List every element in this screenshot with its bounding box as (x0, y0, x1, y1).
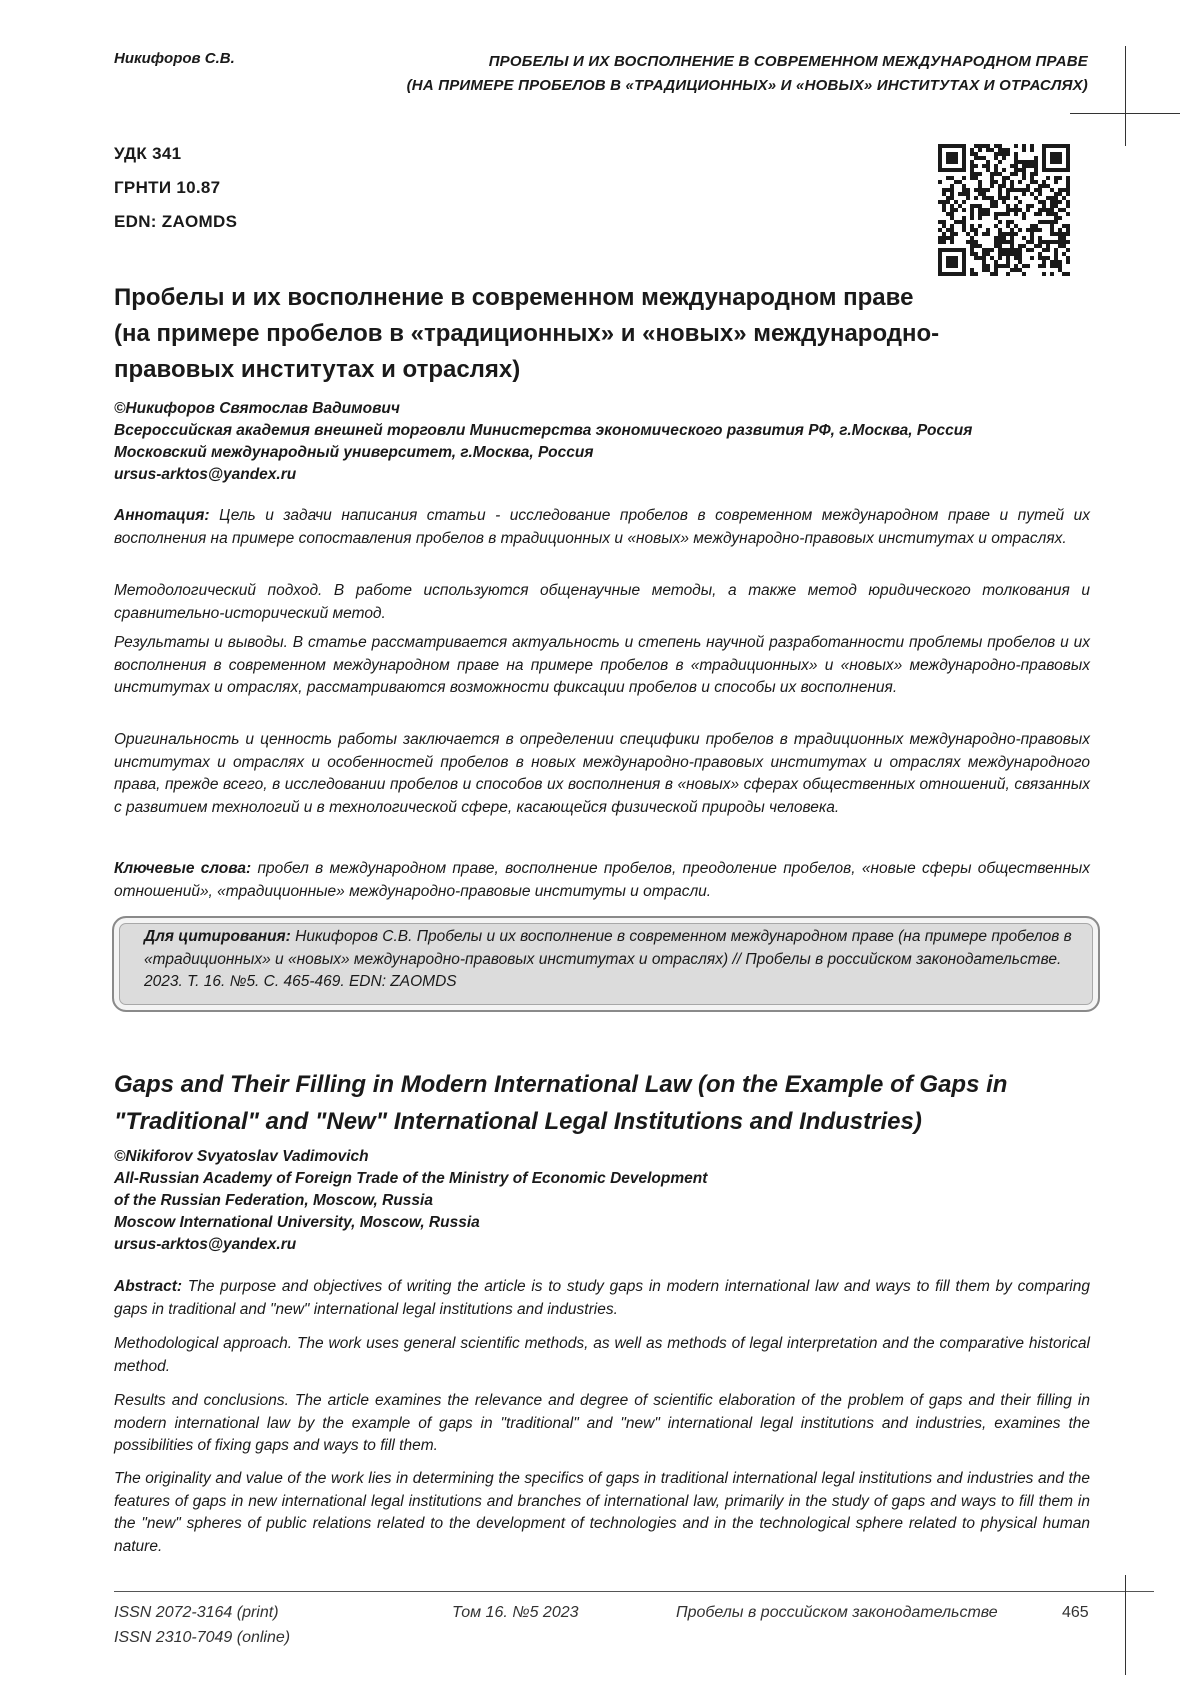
author-en: ©Nikiforov Svyatoslav Vadimovich (114, 1146, 1104, 1168)
issn-online: ISSN 2310-7049 (online) (114, 1629, 290, 1647)
affiliation-en-2: Moscow International University, Moscow, Russia (114, 1212, 1104, 1234)
originality-en: The originality and value of the work lies in determining the specifics of gaps in traditional international legal institutions and industries and the features of gaps in new international legal institutions and branches of international law, primarily in the study of gaps and ways to fill them in the "new" spheres of public relations related to the development of technologies and in the technological sphere related to physical human nature. (114, 1468, 1090, 1558)
author-ru: ©Никифоров Святослав Вадимович (114, 398, 1104, 420)
abstract-text-en: The purpose and objectives of writing the article is to study gaps in modern international law and ways to fill them by comparing gaps in traditional and "new" international legal institutions and industries. (114, 1278, 1090, 1318)
article-title-en: Gaps and Their Filling in Modern International Law (on the Example of Gaps in "Traditional" and "New" International Legal Institutions and Industries) (114, 1066, 1094, 1140)
keywords-ru (114, 858, 1090, 903)
method-en: Methodological approach. The work uses general scientific methods, as well as methods of legal interpretation and the comparative historical method. (114, 1333, 1090, 1378)
affiliation-ru-1: Всероссийская академия внешней торговли Министерства экономического развития РФ, г.Москва, Россия (114, 420, 1104, 442)
journal-name: Пробелы в российском законодательстве (676, 1604, 998, 1622)
qr-code-icon (938, 144, 1070, 276)
article-title-ru: Пробелы и их восполнение в современном международном праве (на примере пробелов в «традиционных» и «новых» международно-правовых институтах и отраслях) (114, 280, 944, 388)
corner-horizontal-rule (1070, 113, 1180, 114)
running-author: Никифоров С.В. (114, 50, 235, 67)
keywords-text-ru: пробел в международном праве, восполнение пробелов, преодоление пробелов, «новые сферы общественных отношений», «традиционные» международно-правовые институты и отрасли. (114, 860, 1090, 900)
method-ru: Методологический подход. В работе используются общенаучные методы, а также метод юридического толкования и сравнительно-исторический метод. (114, 580, 1090, 625)
page-number: 465 (1062, 1604, 1089, 1622)
affiliation-ru-2: Московский международный университет, г.Москва, Россия (114, 442, 1104, 464)
citation-label: Для цитирования: (144, 928, 291, 945)
abstract-text-ru: Цель и задачи написания статьи - исследование пробелов в современном международном праве и путей их восполнения на примере сопоставления пробелов в традиционных и «новых» международно-правовых институтах и отраслях. (114, 507, 1090, 547)
footer-rule (114, 1591, 1154, 1592)
results-en: Results and conclusions. The article examines the relevance and degree of scientific elaboration of the problem of gaps and their filling in modern international law by the example of gaps in "traditional" and "new" international legal institutions and industries, examines the possibilities of fixing gaps and ways to fill them. (114, 1390, 1090, 1458)
results-ru: Результаты и выводы. В статье рассматривается актуальность и степень научной разработанности проблемы пробелов и их восполнения в современном международном праве на примере пробелов в «традиционных» и «новых» международно-правовых институтах и отраслях, рассматриваются возможности фиксации пробелов и способы их восполнения. (114, 632, 1090, 700)
originality-ru: Оригинальность и ценность работы заключается в определении специфики пробелов в традиционных международно-правовых институтах и отраслях и особенностей пробелов в новых международно-правовых институтах и отраслях международного права, прежде всего, в исследовании пробелов и способов их восполнения в «новых» сферах общественных отношений, связанных с развитием технологий и в технологической сфере, касающейся физической природы человека. (114, 729, 1090, 819)
edn-code: EDN: ZAOMDS (114, 212, 237, 232)
volume-issue: Том 16. №5 2023 (452, 1604, 579, 1622)
footer-corner-rule (1125, 1575, 1126, 1675)
abstract-label-ru: Аннотация: (114, 507, 210, 524)
abstract-label-en: Abstract: (114, 1278, 182, 1295)
keywords-label-ru: Ключевые слова: (114, 860, 251, 877)
udk-code: УДК 341 (114, 144, 181, 164)
grnti-code: ГРНТИ 10.87 (114, 178, 220, 198)
running-title (228, 50, 1088, 98)
abstract-en (114, 1276, 1090, 1321)
running-title-line1: ПРОБЕЛЫ И ИХ ВОСПОЛНЕНИЕ В СОВРЕМЕННОМ МЕЖДУНАРОДНОМ ПРАВЕ (228, 50, 1088, 74)
abstract-ru (114, 505, 1090, 550)
issn-print: ISSN 2072-3164 (print) (114, 1604, 279, 1622)
affiliation-en-1a: All-Russian Academy of Foreign Trade of the Ministry of Economic Development (114, 1168, 1104, 1190)
corner-vertical-rule (1125, 46, 1126, 146)
running-title-line2: (НА ПРИМЕРЕ ПРОБЕЛОВ В «ТРАДИЦИОННЫХ» И «НОВЫХ» ИНСТИТУТАХ И ОТРАСЛЯХ) (228, 74, 1088, 98)
email-ru[interactable]: ursus-arktos@yandex.ru (114, 464, 1104, 486)
email-en[interactable]: ursus-arktos@yandex.ru (114, 1234, 1104, 1256)
affiliation-en-1b: of the Russian Federation, Moscow, Russia (114, 1190, 1104, 1212)
citation-body: Никифоров С.В. Пробелы и их восполнение в современном международном праве (на примере пробелов в «традиционных» и «новых» международно-правовых институтах и отраслях) // Пробелы в российском законодательстве. 2023. Т. 16. №5. С. 465-469. EDN: ZAOMDS (144, 928, 1072, 990)
citation-text (144, 926, 1074, 994)
